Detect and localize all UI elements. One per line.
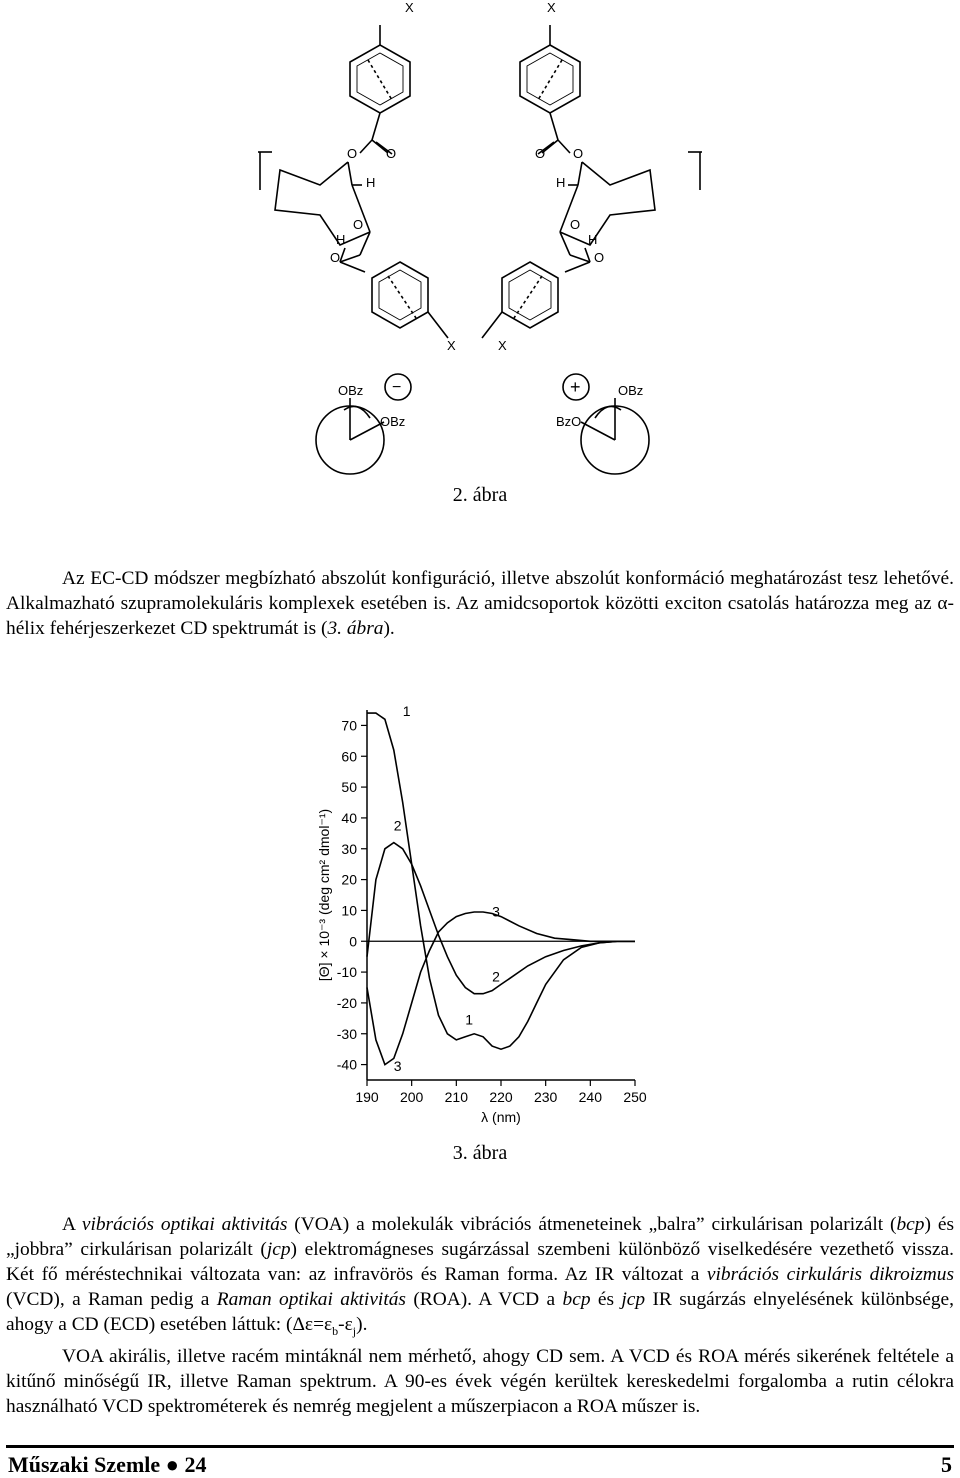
structure-label: H <box>556 175 566 190</box>
y-axis-label: [Θ] × 10⁻³ (deg cm² dmol⁻¹) <box>316 808 332 982</box>
y-tick-label: 0 <box>349 933 357 950</box>
curve-label-2: 2 <box>492 968 500 985</box>
series-line-1 <box>367 713 635 1049</box>
series-line-2 <box>367 843 635 994</box>
footer-page: 5 <box>941 1452 952 1477</box>
structure-label: O <box>347 146 358 161</box>
y-tick-label: -40 <box>336 1056 357 1073</box>
y-tick-label: -20 <box>336 994 357 1011</box>
structure-label: O <box>573 146 584 161</box>
x-tick-label: 210 <box>444 1089 469 1105</box>
structure-label: H <box>336 232 346 247</box>
paragraph-ec-cd: Az EC-CD módszer megbízható abszolút konfiguráció, illetve abszolút konformáció meghatározást tesz lehetővé. Alkalmazható szupramolekuláris komplexek esetében is. Az amidcsoportok közötti exciton csatolás határozza meg az α-hélix fehérjeszerkezet CD spektrumát is (3. ábra). <box>6 568 954 639</box>
x-tick-label: 230 <box>533 1089 558 1105</box>
structure-label: H <box>366 175 376 190</box>
footer-journal: Műszaki Szemle ● 24 <box>8 1452 207 1477</box>
curve-label-1: 1 <box>465 1011 474 1028</box>
curve-label-3: 3 <box>492 903 500 920</box>
series-line-3 <box>367 912 635 1065</box>
label-x-right-top: X <box>547 0 556 15</box>
structure-label: − <box>392 379 402 396</box>
x-tick-label: 250 <box>623 1089 647 1105</box>
y-tick-label: 20 <box>341 871 357 888</box>
y-tick-label: 70 <box>341 717 357 734</box>
structure-label: O <box>330 250 341 265</box>
structure-label: O <box>570 217 581 232</box>
y-tick-label: -30 <box>336 1025 357 1042</box>
curve-label-2: 2 <box>393 817 402 834</box>
y-tick-label: 60 <box>341 748 357 765</box>
structure-label: OBz <box>380 414 406 429</box>
figure-2-caption: 2. ábra <box>452 484 508 506</box>
structure-label: BzO <box>556 414 582 429</box>
y-tick-label: 50 <box>341 779 357 796</box>
paragraph-voa-2: VOA akirális, illetve racém mintáknál nem mérhető, ahogy CD sem. A VCD és ROA mérés sikerének feltétele a kitűnő minőségű IR, illetve Raman spektrum. A 90-es évek végén kerültek kereskedelmi forgalomba a rutin célokra használható VCD spektrométerek és nemrég megjelent a műszerpiacon a ROA műszer is. <box>6 1345 954 1417</box>
y-tick-label: -10 <box>336 964 357 981</box>
x-axis-label: λ (nm) <box>481 1109 521 1125</box>
figure-3-caption: 3. ábra <box>452 1142 508 1164</box>
label-x-left-top: X <box>405 0 414 15</box>
structure-label: OBz <box>618 383 644 398</box>
structure-label: X <box>447 338 456 353</box>
x-tick-label: 190 <box>355 1089 379 1105</box>
x-tick-label: 220 <box>489 1089 513 1105</box>
benzene-ring-right-top <box>520 45 580 113</box>
paragraph-voa: A vibrációs optikai aktivitás (VOA) a molekulák vibrációs átmeneteinek „balra” cirkulárisan polarizált (bcp) és „jobbra” cirkulárisan polarizált (jcp) elektromágneses sugárzással szembeni különböző viselkedésére vezethető vissza. Két fő méréstechnikai változata van: az infravörös és Raman forma. Az IR változat a vibrációs cirkuláris dikroizmus (VCD), a Raman pedig a Raman optikai aktivitás (ROA). A VCD a bcp és jcp IR sugárzás elnyelésének különbsége, ahogy a CD (ECD) esetében láttuk: $(\Delta\varepsilon=\varepsilon_b-\varepsilon_j)$. VOA akirális, illetve racém mintáknál nem mérhető, ahogy CD sem. A VCD és ROA mérés sikerének feltétele a kitűnő minőségű IR, illetve Raman spektrum. A 90-es évek végén kerültek kereskedelmi forgalomba a rutin célokra használható VCD spektrométerek és nemrég megjelent a műszerpiacon a ROA műszer is. <box>6 1214 955 1417</box>
x-tick-label: 200 <box>399 1089 424 1105</box>
footer-rule <box>6 1445 954 1448</box>
figure-2-structures <box>220 0 740 480</box>
benzene-ring-left-top <box>350 45 410 113</box>
figure-3-chart <box>315 690 660 1140</box>
benzene-ring-right-bottom <box>502 262 558 328</box>
structure-label: O <box>535 146 546 161</box>
structure-label: OBz <box>338 383 364 398</box>
curve-label-3: 3 <box>393 1057 402 1074</box>
x-tick-label: 240 <box>578 1089 603 1105</box>
structure-label: + <box>570 377 581 397</box>
y-tick-label: 30 <box>341 840 357 857</box>
structure-label: X <box>498 338 507 353</box>
structure-label: O <box>353 217 364 232</box>
curve-label-1: 1 <box>402 703 411 720</box>
y-tick-label: 10 <box>341 902 357 919</box>
benzene-ring-left-bottom <box>372 262 428 328</box>
bullet-icon: ● <box>165 1452 179 1477</box>
structure-label: O <box>594 250 605 265</box>
y-tick-label: 40 <box>341 809 357 826</box>
structure-label: H <box>588 232 598 247</box>
structure-label: O <box>386 146 397 161</box>
